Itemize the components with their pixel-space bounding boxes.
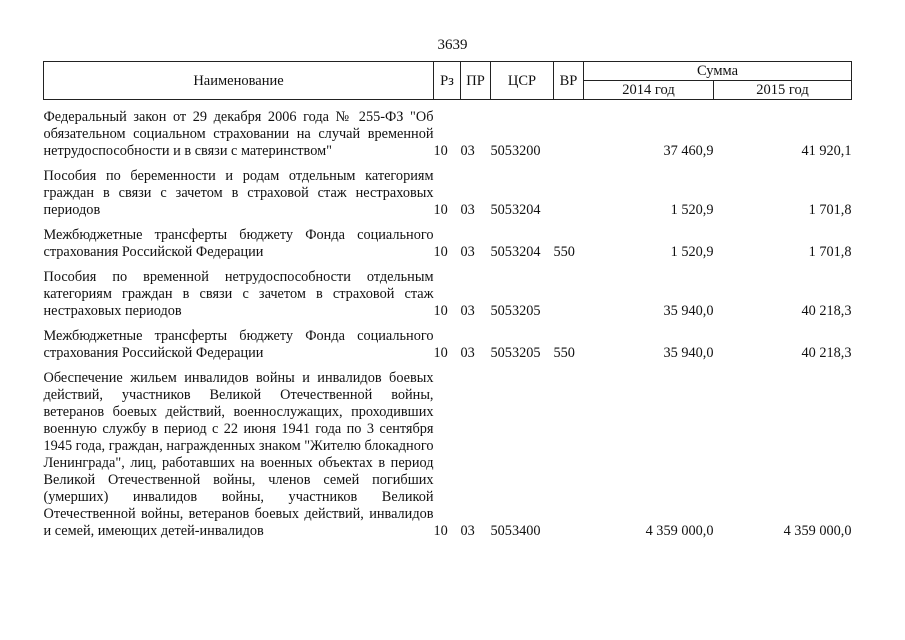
budget-table xyxy=(43,61,852,548)
row-amount-2015: 4 359 000,0 xyxy=(783,523,852,539)
row-csr: 5053205 xyxy=(490,345,541,361)
table-row xyxy=(44,227,852,269)
table-row xyxy=(44,109,852,168)
row-amount-2014: 1 520,9 xyxy=(670,202,714,218)
row-amount-2014: 4 359 000,0 xyxy=(645,523,714,539)
row-name: Пособия по беременности и родам отдельным категориям граждан в связи с зачетом в страховой стаж нестраховых периодов xyxy=(43,168,434,218)
row-amount-2014: 37 460,9 xyxy=(663,143,714,159)
row-csr: 5053204 xyxy=(490,244,541,260)
row-rz: 10 xyxy=(433,143,448,159)
row-pr: 03 xyxy=(460,143,475,159)
row-name: Обеспечение жильем инвалидов войны и инвалидов боевых действий, участников Великой Отечественной войны, ветеранов боевых действий, военнослужащих, проходивших военную службу в период с 22 июня 1941 года по 3 сентября 1945 года, граждан, награжденных знаком "Жителю блокадного Ленинграда", лиц, работавших на военных объектах в период Великой Отечественной войны, членов семей погибших (умерших) инвалидов войны, участников Великой Отечественной войны, ветеранов боевых действий, инвалидов и семей, имеющих детей-инвалидов xyxy=(43,370,434,539)
row-amount-2015: 40 218,3 xyxy=(801,303,852,319)
row-csr: 5053205 xyxy=(490,303,541,319)
header-name: Наименование xyxy=(44,62,434,100)
header-sum: Сумма xyxy=(584,62,852,81)
row-rz: 10 xyxy=(433,244,448,260)
row-amount-2015: 1 701,8 xyxy=(808,202,852,218)
row-vr: 550 xyxy=(553,345,575,361)
row-name: Межбюджетные трансферты бюджету Фонда социального страхования Российской Федерации xyxy=(43,227,434,260)
row-amount-2015: 41 920,1 xyxy=(801,143,852,159)
row-csr: 5053200 xyxy=(490,143,541,159)
table-row xyxy=(44,370,852,548)
row-amount-2014: 35 940,0 xyxy=(663,303,714,319)
row-vr xyxy=(554,168,584,227)
header-pr: ПР xyxy=(461,62,491,100)
row-pr: 03 xyxy=(460,303,475,319)
row-rz: 10 xyxy=(433,202,448,218)
row-rz: 10 xyxy=(433,523,448,539)
row-amount-2014: 1 520,9 xyxy=(670,244,714,260)
table-row xyxy=(44,328,852,370)
row-pr: 03 xyxy=(460,244,475,260)
row-vr: 550 xyxy=(553,244,575,260)
row-csr: 5053204 xyxy=(490,202,541,218)
row-amount-2015: 40 218,3 xyxy=(801,345,852,361)
row-pr: 03 xyxy=(460,202,475,218)
row-pr: 03 xyxy=(460,345,475,361)
row-name: Федеральный закон от 29 декабря 2006 года № 255-ФЗ "Об обязательном социальном страховании на случай временной нетрудоспособности и в связи с материнством" xyxy=(43,109,434,159)
row-amount-2014: 35 940,0 xyxy=(663,345,714,361)
header-year-2014: 2014 год xyxy=(584,81,714,100)
row-name: Межбюджетные трансферты бюджету Фонда социального страхования Российской Федерации xyxy=(43,328,434,361)
header-year-2015: 2015 год xyxy=(714,81,852,100)
row-vr xyxy=(554,109,584,168)
row-vr xyxy=(554,370,584,548)
row-pr: 03 xyxy=(460,523,475,539)
header-rz: Рз xyxy=(434,62,461,100)
row-name: Пособия по временной нетрудоспособности отдельным категориям граждан в связи с зачетом в страховой стаж нестраховых периодов xyxy=(43,269,434,319)
page-number: 3639 xyxy=(437,37,468,53)
table-row xyxy=(44,269,852,328)
row-amount-2015: 1 701,8 xyxy=(808,244,852,260)
header-csr: ЦСР xyxy=(491,62,554,100)
row-rz: 10 xyxy=(433,303,448,319)
row-rz: 10 xyxy=(433,345,448,361)
row-vr xyxy=(554,269,584,328)
header-vr: ВР xyxy=(554,62,584,100)
table-row xyxy=(44,168,852,227)
row-csr: 5053400 xyxy=(490,523,541,539)
